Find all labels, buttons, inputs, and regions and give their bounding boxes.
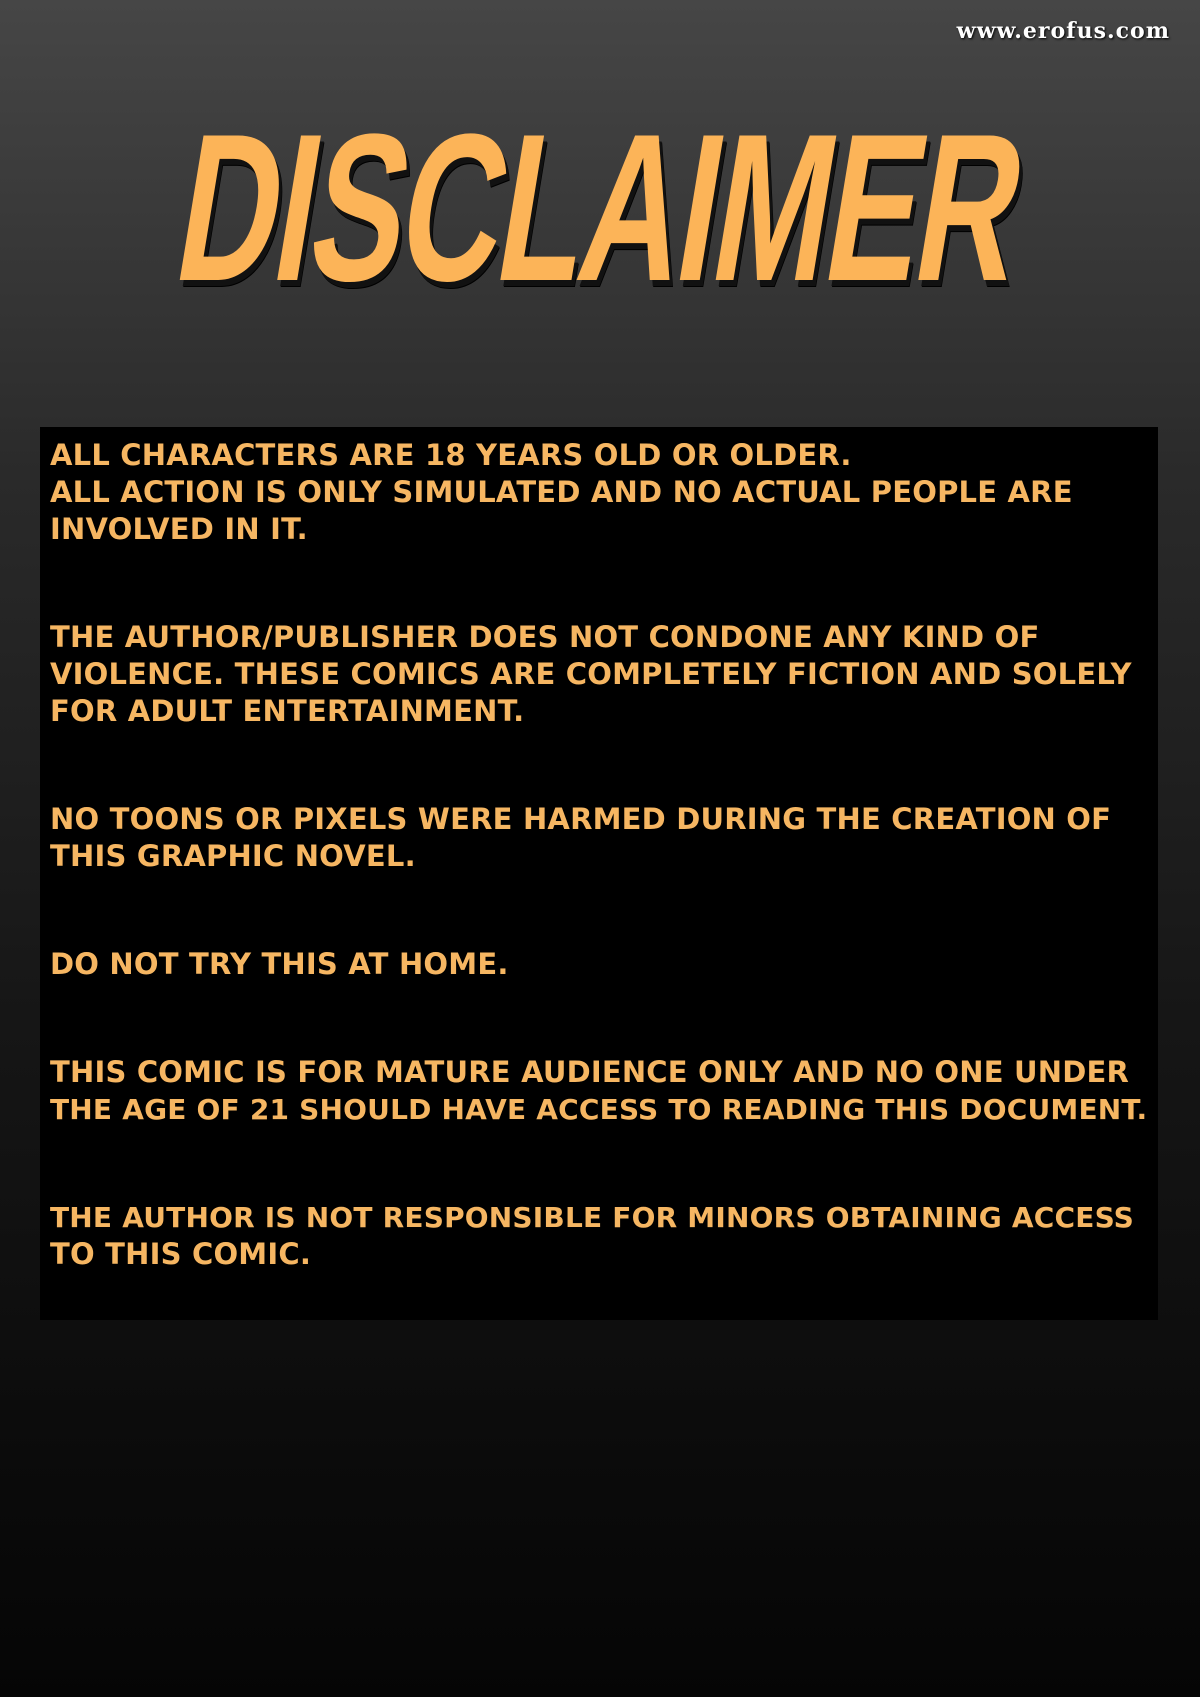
paragraph-line: DO NOT TRY THIS AT HOME. [50, 947, 509, 981]
paragraph-line: INVOLVED IN IT. [50, 512, 308, 546]
disclaimer-paragraph [50, 619, 1148, 730]
paragraph-line: NO TOONS OR PIXELS WERE HARMED DURING THE CREATION OF [50, 802, 1112, 836]
paragraph-line: ALL CHARACTERS ARE 18 YEARS OLD OR OLDER. [50, 438, 852, 472]
paragraph-line: VIOLENCE. THESE COMICS ARE COMPLETELY FICTION AND SOLELY [50, 657, 1132, 691]
disclaimer-panel [40, 427, 1158, 1320]
paragraph-line: TO THIS COMIC. [50, 1237, 312, 1271]
paragraph-line: ALL ACTION IS ONLY SIMULATED AND NO ACTUAL PEOPLE ARE [50, 475, 1073, 509]
site-watermark: www.erofus.com [956, 18, 1170, 44]
paragraph-line: THE AUTHOR IS NOT RESPONSIBLE FOR MINORS OBTAINING ACCESS [50, 1201, 1135, 1234]
paragraph-line: THIS COMIC IS FOR MATURE AUDIENCE ONLY AND NO ONE UNDER [50, 1055, 1130, 1089]
paragraph-line: THE AGE OF 21 SHOULD HAVE ACCESS TO READING THIS DOCUMENT. [50, 1093, 1148, 1126]
disclaimer-title: DISCLAIMER [162, 90, 1038, 325]
disclaimer-paragraph [50, 1199, 1148, 1273]
disclaimer-paragraph [50, 437, 1148, 548]
paragraph-line: FOR ADULT ENTERTAINMENT. [50, 694, 525, 728]
paragraph-line: THE AUTHOR/PUBLISHER DOES NOT CONDONE ANY KIND OF [50, 620, 1040, 654]
disclaimer-paragraph [50, 1054, 1148, 1128]
disclaimer-paragraph [50, 946, 1148, 983]
disclaimer-title-block [0, 78, 1200, 338]
disclaimer-paragraph [50, 801, 1148, 875]
paragraph-line: THIS GRAPHIC NOVEL. [50, 839, 416, 873]
